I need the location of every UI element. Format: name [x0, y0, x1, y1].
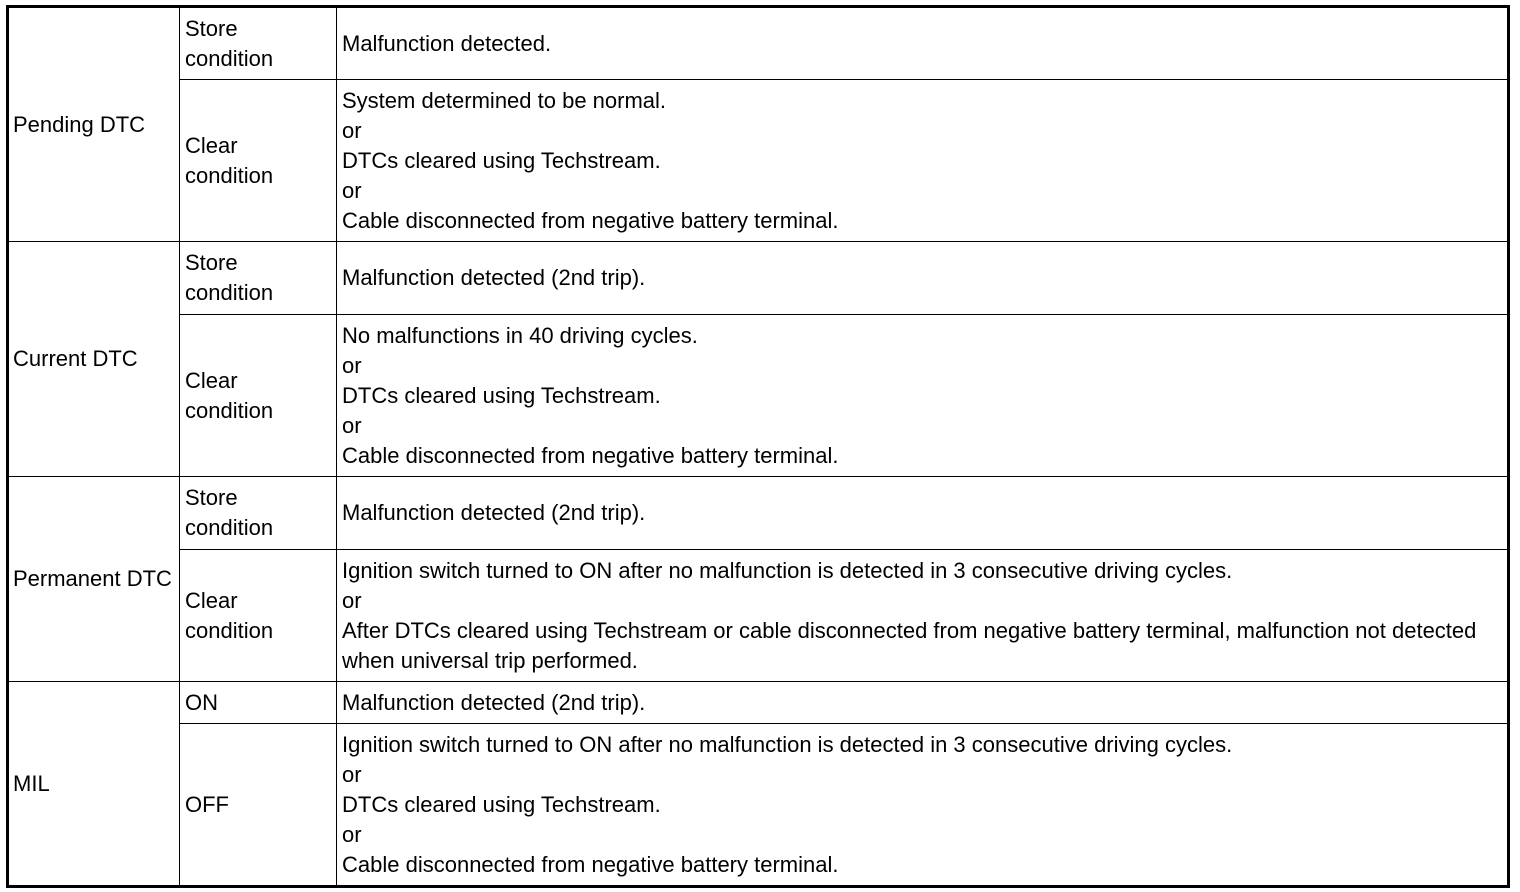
condition-type-cell — [180, 80, 337, 242]
condition-detail-cell — [337, 682, 1509, 724]
condition-type-cell — [180, 242, 337, 315]
condition-detail-line: DTCs cleared using Techstream. — [342, 382, 661, 408]
dtc-conditions-table — [6, 5, 1510, 888]
table-row — [8, 477, 1509, 550]
condition-detail-cell — [337, 242, 1509, 315]
table-row — [8, 80, 1509, 242]
condition-detail-line: or — [342, 177, 362, 203]
condition-type-label: Store condition — [185, 485, 274, 540]
condition-detail-line: DTCs cleared using Techstream. — [342, 147, 661, 173]
condition-detail-cell — [337, 550, 1509, 682]
table-row — [8, 7, 1509, 80]
condition-type-cell — [180, 7, 337, 80]
category-label: Current DTC — [13, 346, 138, 371]
table-row — [8, 315, 1509, 477]
condition-detail-line: Cable disconnected from negative battery terminal. — [342, 851, 839, 877]
category-cell — [8, 477, 180, 682]
category-cell — [8, 242, 180, 477]
condition-type-label: Clear condition — [185, 587, 274, 643]
table-row — [8, 242, 1509, 315]
table-row — [8, 724, 1509, 887]
condition-detail-line: or — [342, 117, 362, 143]
category-label: Pending DTC — [13, 111, 146, 137]
category-label: MIL — [13, 770, 50, 796]
condition-detail-line: or — [342, 761, 362, 787]
condition-type-cell — [180, 315, 337, 477]
condition-detail-line: Ignition switch turned to ON after no malfunction is detected in 3 consecutive driving cycles. — [342, 731, 1233, 757]
condition-detail-cell — [337, 315, 1509, 477]
condition-type-label: ON — [185, 689, 218, 715]
condition-type-label: Store condition — [185, 250, 274, 305]
condition-detail-line: After DTCs cleared using Techstream or cable disconnected from negative battery terminal, malfunction not detected when universal trip performed. — [342, 617, 1477, 673]
condition-detail-line: System determined to be normal. — [342, 87, 667, 113]
condition-detail-line: Ignition switch turned to ON after no malfunction is detected in 3 consecutive driving cycles. — [342, 557, 1233, 583]
condition-type-label: Store condition — [185, 15, 274, 71]
condition-detail-line: Cable disconnected from negative battery terminal. — [342, 442, 839, 468]
category-label: Permanent DTC — [13, 566, 172, 591]
condition-detail-line: Malfunction detected. — [342, 30, 552, 56]
condition-detail-line: or — [342, 821, 362, 847]
category-cell — [8, 682, 180, 887]
condition-detail-line: Malfunction detected (2nd trip). — [342, 265, 646, 290]
condition-type-cell — [180, 682, 337, 724]
condition-detail-cell — [337, 724, 1509, 887]
condition-type-cell — [180, 724, 337, 887]
condition-type-label: Clear condition — [185, 367, 274, 423]
condition-type-label: OFF — [185, 791, 229, 817]
condition-detail-line: Cable disconnected from negative battery terminal. — [342, 207, 839, 233]
condition-detail-line: or — [342, 587, 362, 613]
condition-detail-line: DTCs cleared using Techstream. — [342, 791, 661, 817]
condition-detail-line: No malfunctions in 40 driving cycles. — [342, 322, 698, 348]
condition-detail-cell — [337, 80, 1509, 242]
table-row — [8, 550, 1509, 682]
condition-type-cell — [180, 477, 337, 550]
condition-detail-line: or — [342, 412, 362, 438]
condition-detail-line: Malfunction detected (2nd trip). — [342, 500, 646, 525]
condition-detail-cell — [337, 477, 1509, 550]
condition-detail-line: Malfunction detected (2nd trip). — [342, 689, 646, 715]
condition-type-label: Clear condition — [185, 132, 274, 188]
condition-detail-line: or — [342, 352, 362, 378]
condition-detail-cell — [337, 7, 1509, 80]
condition-type-cell — [180, 550, 337, 682]
category-cell — [8, 7, 180, 242]
table-row — [8, 682, 1509, 724]
